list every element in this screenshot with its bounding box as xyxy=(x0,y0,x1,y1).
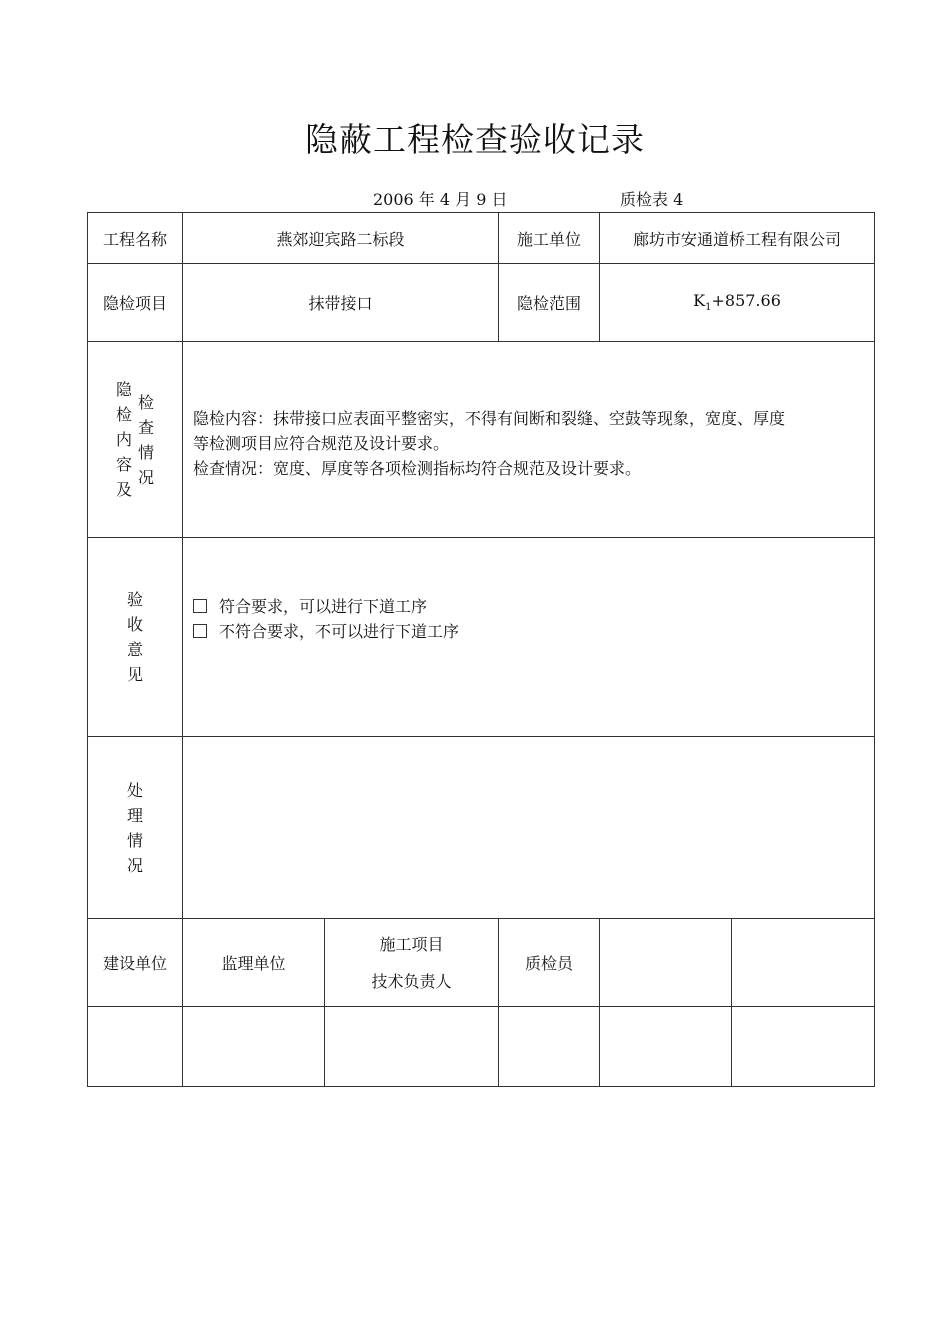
supervisor-label: 监理单位 xyxy=(183,919,325,1007)
content-row xyxy=(88,342,875,538)
checkbox-fail[interactable] xyxy=(193,624,207,638)
option-pass[interactable]: 符合要求，可以进行下道工序 xyxy=(193,594,874,619)
content-line-2: 等检测项目应符合规范及设计要求。 xyxy=(193,434,450,453)
date: 2006 年 4 月 9 日 xyxy=(373,190,508,209)
contractor-value: 廊坊市安通道桥工程有限公司 xyxy=(600,213,875,264)
form-number: 质检表 4 xyxy=(620,190,684,209)
tech-lead-signature[interactable] xyxy=(325,1007,499,1087)
content-line-3: 检查情况：宽度、厚度等各项检测指标均符合规范及设计要求。 xyxy=(193,459,642,478)
inspection-range-label: 隐检范围 xyxy=(499,264,600,342)
content-label xyxy=(88,342,183,538)
range-suffix: +857.66 xyxy=(711,291,781,311)
inspection-item-label: 隐检项目 xyxy=(88,264,183,342)
project-row xyxy=(88,213,875,264)
inspection-form-table xyxy=(87,212,875,1087)
supervisor-signature[interactable] xyxy=(183,1007,325,1087)
signature-header-row xyxy=(88,919,875,1007)
inspection-item-row xyxy=(88,264,875,342)
content-label-col1: 隐检内容及 xyxy=(115,380,132,499)
inspector-signature-1[interactable] xyxy=(600,919,732,1007)
inspector-signature[interactable] xyxy=(499,1007,600,1087)
signature-cell-5[interactable] xyxy=(600,1007,732,1087)
inspection-item-value: 抹带接口 xyxy=(183,264,499,342)
range-subscript: 1 xyxy=(705,302,712,314)
contractor-label: 施工单位 xyxy=(499,213,600,264)
signature-cell-6[interactable] xyxy=(732,1007,875,1087)
project-name-label: 工程名称 xyxy=(88,213,183,264)
content-label-col2: 检查情况 xyxy=(137,392,154,487)
handling-content[interactable] xyxy=(183,737,875,919)
owner-signature[interactable] xyxy=(88,1007,183,1087)
page-title: 隐蔽工程检查验收记录 xyxy=(305,120,645,159)
range-prefix: K xyxy=(693,291,706,311)
opinion-options xyxy=(183,538,875,737)
tech-lead-label: 施工项目 技术负责人 xyxy=(325,919,499,1007)
owner-label: 建设单位 xyxy=(88,919,183,1007)
option-fail[interactable]: 不符合要求，不可以进行下道工序 xyxy=(193,619,874,644)
content-text xyxy=(183,342,875,538)
handling-label: 处理情况 xyxy=(88,737,183,919)
handling-row xyxy=(88,737,875,919)
content-line-1: 隐检内容：抹带接口应表面平整密实，不得有间断和裂缝、空鼓等现象，宽度、厚度 xyxy=(193,409,786,428)
inspector-signature-2[interactable] xyxy=(732,919,875,1007)
checkbox-pass[interactable] xyxy=(193,599,207,613)
inspector-label: 质检员 xyxy=(499,919,600,1007)
signature-row xyxy=(88,1007,875,1087)
inspection-range-value xyxy=(600,264,875,342)
opinion-label: 验收意见 xyxy=(88,538,183,737)
opinion-row xyxy=(88,538,875,737)
project-name-value: 燕郊迎宾路二标段 xyxy=(183,213,499,264)
